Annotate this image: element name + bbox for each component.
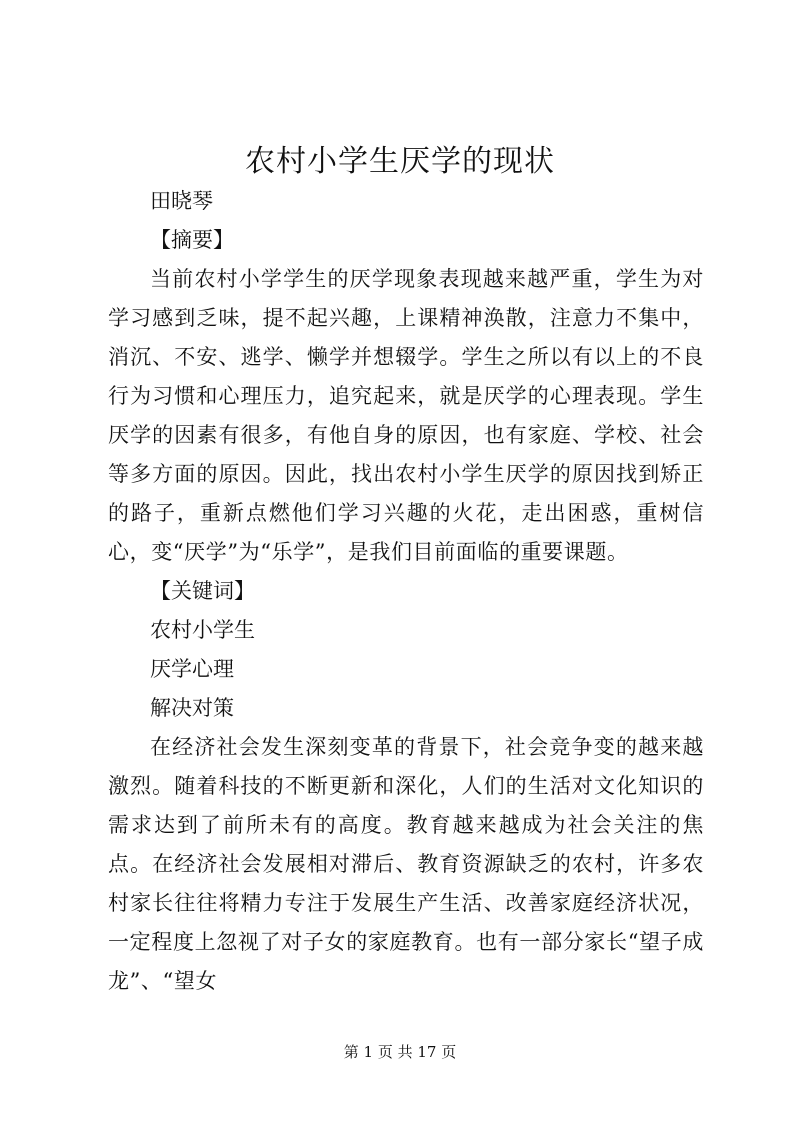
- abstract-heading: 【摘要】: [150, 228, 234, 252]
- keyword-item: 厌学心理: [150, 657, 234, 681]
- body-paragraph: 在经济社会发生深刻变革的背景下，社会竞争变的越来越激烈。随着科技的不断更新和深化，人们的生活对文化知识的需求达到了前所未有的高度。教育越来越成为社会关注的焦点。在经济社会发展相对滞后、教育资源缺乏的农村，许多农村家长往往将精力专注于发展生产生活、改善家庭经济状况，一定程度上忽视了对子女的家庭教育。也有一部分家长“望子成龙”、“望女: [108, 735, 704, 993]
- document-title: 农村小学生厌学的现状: [245, 144, 555, 179]
- document-body: [108, 182, 704, 1001]
- keywords-heading: 【关键词】: [150, 579, 255, 603]
- page-footer: 第 1 页 共 17 页: [343, 1043, 457, 1061]
- keyword-item: 解决对策: [150, 696, 234, 720]
- abstract-paragraph: 当前农村小学学生的厌学现象表现越来越严重，学生为对学习感到乏味，提不起兴趣，上课精神涣散，注意力不集中，消沉、不安、逃学、懒学并想辍学。学生之所以有以上的不良行为习惯和心理压力，追究起来，就是厌学的心理表现。学生厌学的因素有很多，有他自身的原因，也有家庭、学校、社会等多方面的原因。因此，找出农村小学生厌学的原因找到矫正的路子，重新点燃他们学习兴趣的火花，走出困惑，重树信心，变“厌学”为“乐学”，是我们目前面临的重要课题。: [108, 267, 704, 564]
- author-name: 田晓琴: [150, 189, 213, 213]
- keyword-item: 农村小学生: [150, 618, 255, 642]
